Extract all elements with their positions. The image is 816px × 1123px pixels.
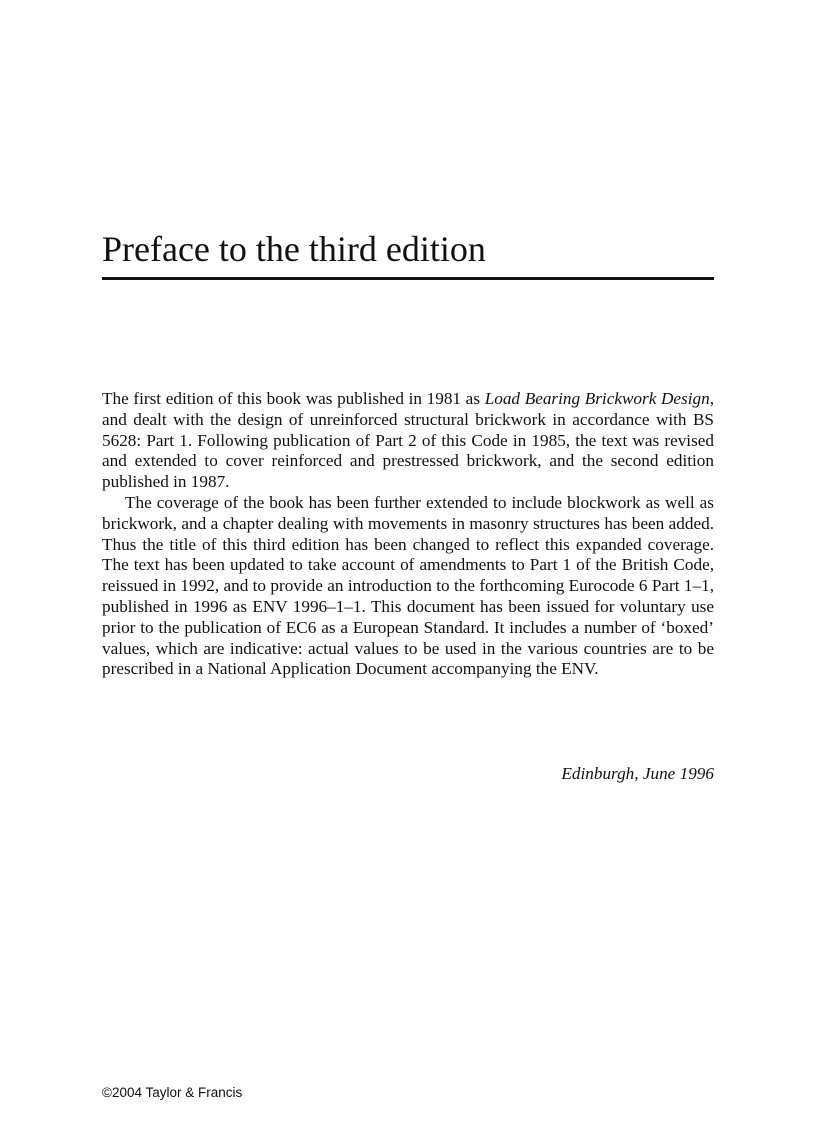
preface-body [102,389,714,680]
paragraph-2: The coverage of the book has been further extended to include blockwork as well as brickwork, and a chapter dealing with movements in masonry structures has been added. Thus the title of this third edition has been changed to reflect this expanded coverage. The text has been updated to take account of amendments to Part 1 of the British Code, reissued in 1992, and to provide an introduction to the forthcoming Eurocode 6 Part 1–1, published in 1996 as ENV 1996–1–1. This document has been issued for voluntary use prior to the publication of EC6 as a European Standard. It includes a number of ‘boxed’ values, which are indicative: actual values to be used in the various countries are to be prescribed in a National Application Document accompanying the ENV. [102,492,714,679]
paragraph-1-intro: The first edition of this book was published in 1981 as [102,389,485,408]
signoff: Edinburgh, June 1996 [561,764,714,783]
paragraph-1-rest: , and dealt with the design of unreinforced structural brickwork in accordance with BS 5628: Part 1. Following publication of Part 2 of this Code in 1985, the text was revised and extended to cover reinforced and prestressed brickwork, and the second edition published in 1987. [102,389,714,492]
page-title: Preface to the third edition [102,229,486,269]
title-rule [102,277,714,280]
book-title: Load Bearing Brickwork Design [484,389,710,408]
copyright-notice: ©2004 Taylor & Francis [102,1085,243,1100]
paragraph-1 [102,389,714,493]
